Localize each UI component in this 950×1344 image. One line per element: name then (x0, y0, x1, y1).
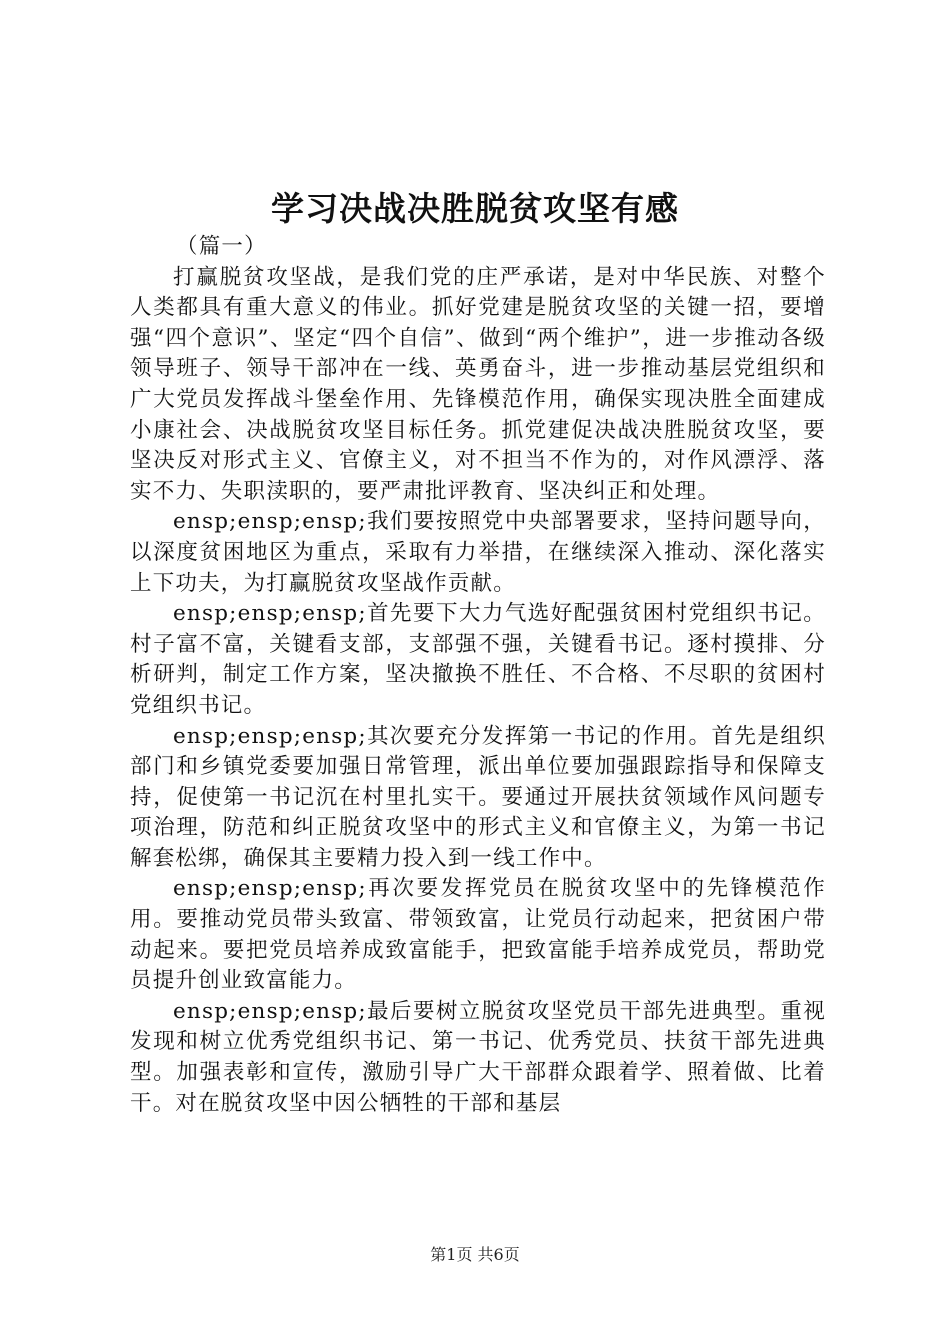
paragraph-6: ensp;ensp;ensp;最后要树立脱贫攻坚党员干部先进典型。重视发现和树立优秀党组织书记、第一书记、优秀党员、扶贫干部先进典型。加强表彰和宣传，激励引导广大干部群众跟着学、照着做、比着干。对在脱贫攻坚中因公牺牲的干部和基层 (130, 998, 826, 1116)
paragraph-4: ensp;ensp;ensp;其次要充分发挥第一书记的作用。首先是组织部门和乡镇党委要加强日常管理，派出单位要加强跟踪指导和保障支持，促使第一书记沉在村里扎实干。要通过开展扶贫领域作风问题专项治理，防范和纠正脱贫攻坚中的形式主义和官僚主义，为第一书记解套松绑，确保其主要精力投入到一线工作中。 (130, 723, 826, 871)
paragraph-5: ensp;ensp;ensp;再次要发挥党员在脱贫攻坚中的先锋模范作用。要推动党员带头致富、带领致富，让党员行动起来，把贫困户带动起来。要把党员培养成致富能手，把致富能手培养成党员，帮助党员提升创业致富能力。 (130, 876, 826, 994)
document-body (130, 232, 826, 1119)
paragraph-1: 打赢脱贫攻坚战，是我们党的庄严承诺，是对中华民族、对整个人类都具有重大意义的伟业。抓好党建是脱贫攻坚的关键一招，要增强“四个意识”、坚定“四个自信”、做到“两个维护”，进一步推动各级领导班子、领导干部冲在一线、英勇奋斗，进一步推动基层党组织和广大党员发挥战斗堡垒作用、先锋模范作用，确保实现决胜全面建成小康社会、决战脱贫攻坚目标任务。抓党建促决战决胜脱贫攻坚，要坚决反对形式主义、官僚主义，对不担当不作为的，对作风漂浮、落实不力、失职渎职的，要严肃批评教育、坚决纠正和处理。 (130, 264, 826, 504)
paragraph-3: ensp;ensp;ensp;首先要下大力气选好配强贫困村党组织书记。村子富不富，关键看支部，支部强不强，关键看书记。逐村摸排、分析研判，制定工作方案，坚决撤换不胜任、不合格、不尽职的贫困村党组织书记。 (130, 601, 826, 718)
section-label: （篇一） (176, 234, 267, 259)
page-footer: 第1页 共6页 (430, 1245, 520, 1264)
paragraph-2: ensp;ensp;ensp;我们要按照党中央部署要求，坚持问题导向，以深度贫困地区为重点，采取有力举措，在继续深入推动、深化落实上下功夫，为打赢脱贫攻坚战作贡献。 (130, 509, 826, 596)
document-title: 学习决战决胜脱贫攻坚有感 (271, 189, 679, 228)
